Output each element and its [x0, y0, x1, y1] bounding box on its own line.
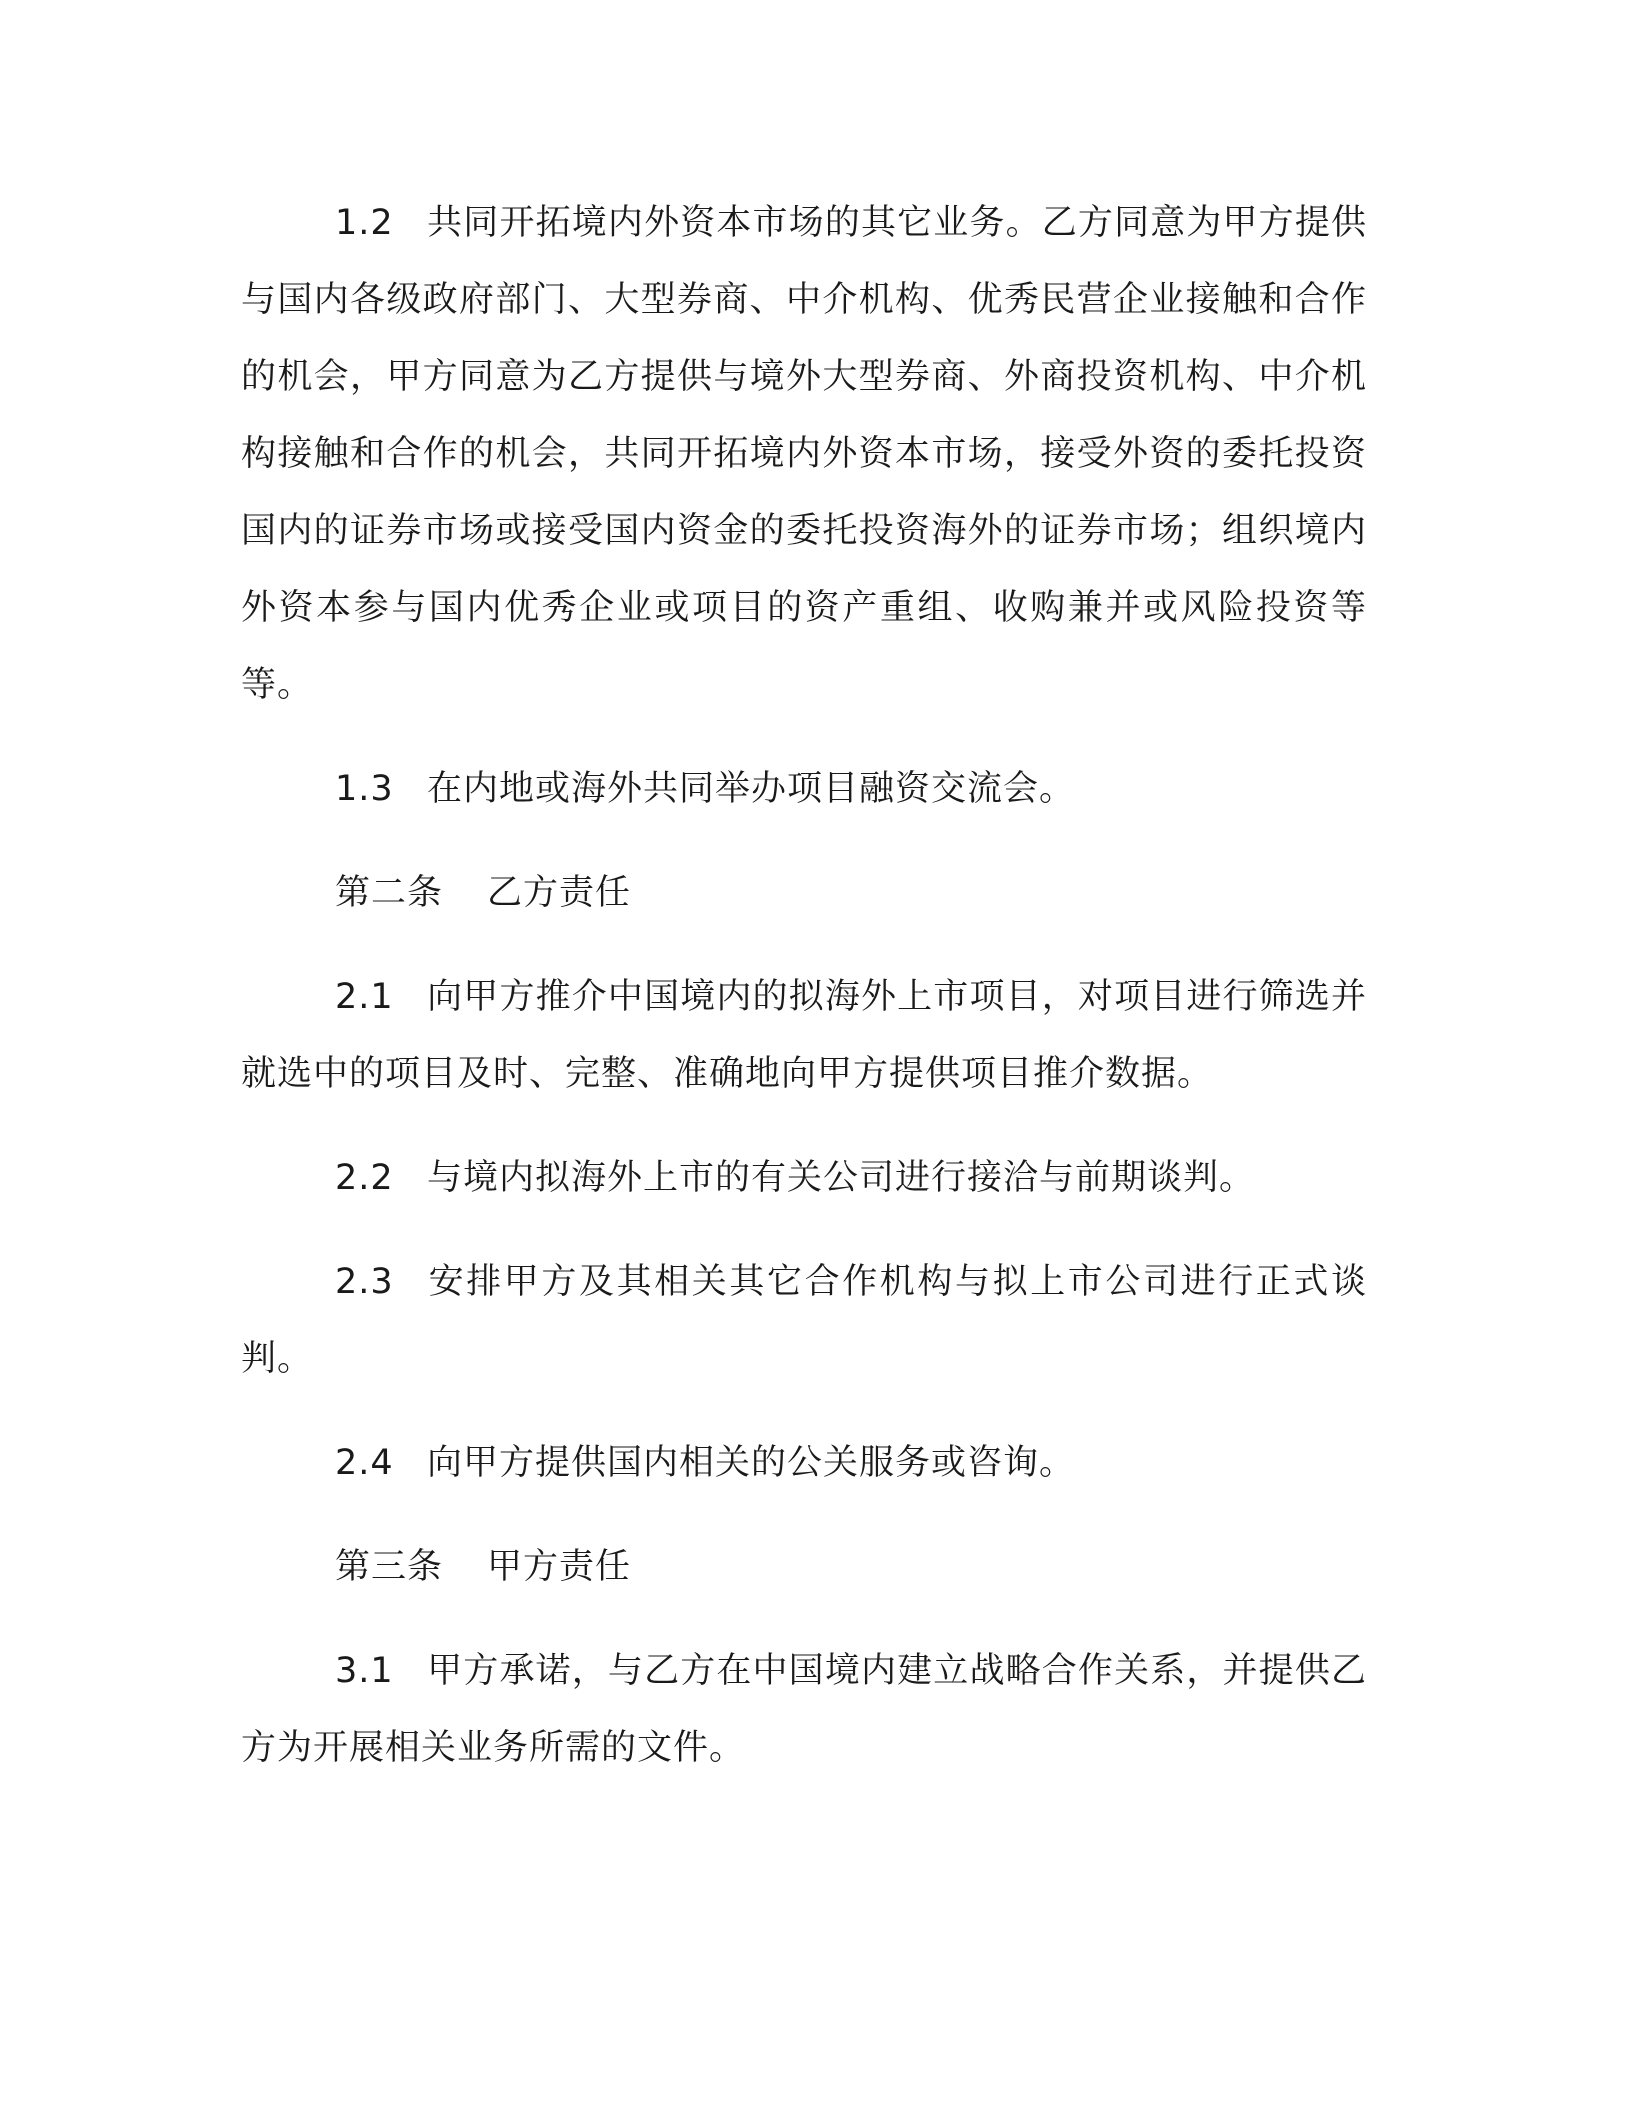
- clause-text: 向甲方推介中国境内的拟海外上市项目，对项目进行筛选并就选中的项目及时、完整、准确地向甲方提供项目推介数据。: [241, 977, 1367, 1094]
- clause-number: 2.2: [335, 1158, 394, 1198]
- clause-text: 向甲方提供国内相关的公关服务或咨询。: [427, 1443, 1076, 1483]
- clause-text: 安排甲方及其相关其它合作机构与拟上市公司进行正式谈判。: [241, 1262, 1367, 1379]
- clause-number: 1.3: [335, 769, 394, 809]
- clause-number: 2.3: [335, 1262, 394, 1302]
- document-body: [241, 185, 1367, 1814]
- clause-1-3: [241, 751, 1367, 828]
- clause-number: 3.1: [335, 1651, 394, 1691]
- clause-number: 2.1: [335, 977, 394, 1017]
- clause-number: 1.2: [335, 203, 394, 243]
- article-number: 第三条: [335, 1547, 444, 1587]
- clause-3-1: [241, 1633, 1367, 1787]
- clause-1-2: [241, 185, 1367, 724]
- clause-text: 在内地或海外共同举办项目融资交流会。: [427, 769, 1076, 809]
- clause-2-4: [241, 1425, 1367, 1502]
- clause-text: 甲方承诺，与乙方在中国境内建立战略合作关系，并提供乙方为开展相关业务所需的文件。: [241, 1651, 1367, 1768]
- article-3-heading: [241, 1529, 1367, 1606]
- article-2-heading: [241, 855, 1367, 932]
- clause-2-1: [241, 959, 1367, 1113]
- article-title: 乙方责任: [487, 873, 632, 913]
- article-number: 第二条: [335, 873, 444, 913]
- clause-2-3: [241, 1244, 1367, 1398]
- clause-text: 与境内拟海外上市的有关公司进行接洽与前期谈判。: [427, 1158, 1256, 1198]
- clause-2-2: [241, 1140, 1367, 1217]
- article-title: 甲方责任: [487, 1547, 632, 1587]
- clause-text: 共同开拓境内外资本市场的其它业务。乙方同意为甲方提供与国内各级政府部门、大型券商、中介机构、优秀民营企业接触和合作的机会，甲方同意为乙方提供与境外大型券商、外商投资机构、中介机构接触和合作的机会，共同开拓境内外资本市场，接受外资的委托投资国内的证券市场或接受国内资金的委托投资海外的证券市场；组织境内外资本参与国内优秀企业或项目的资产重组、收购兼并或风险投资等等。: [241, 203, 1367, 705]
- clause-number: 2.4: [335, 1443, 394, 1483]
